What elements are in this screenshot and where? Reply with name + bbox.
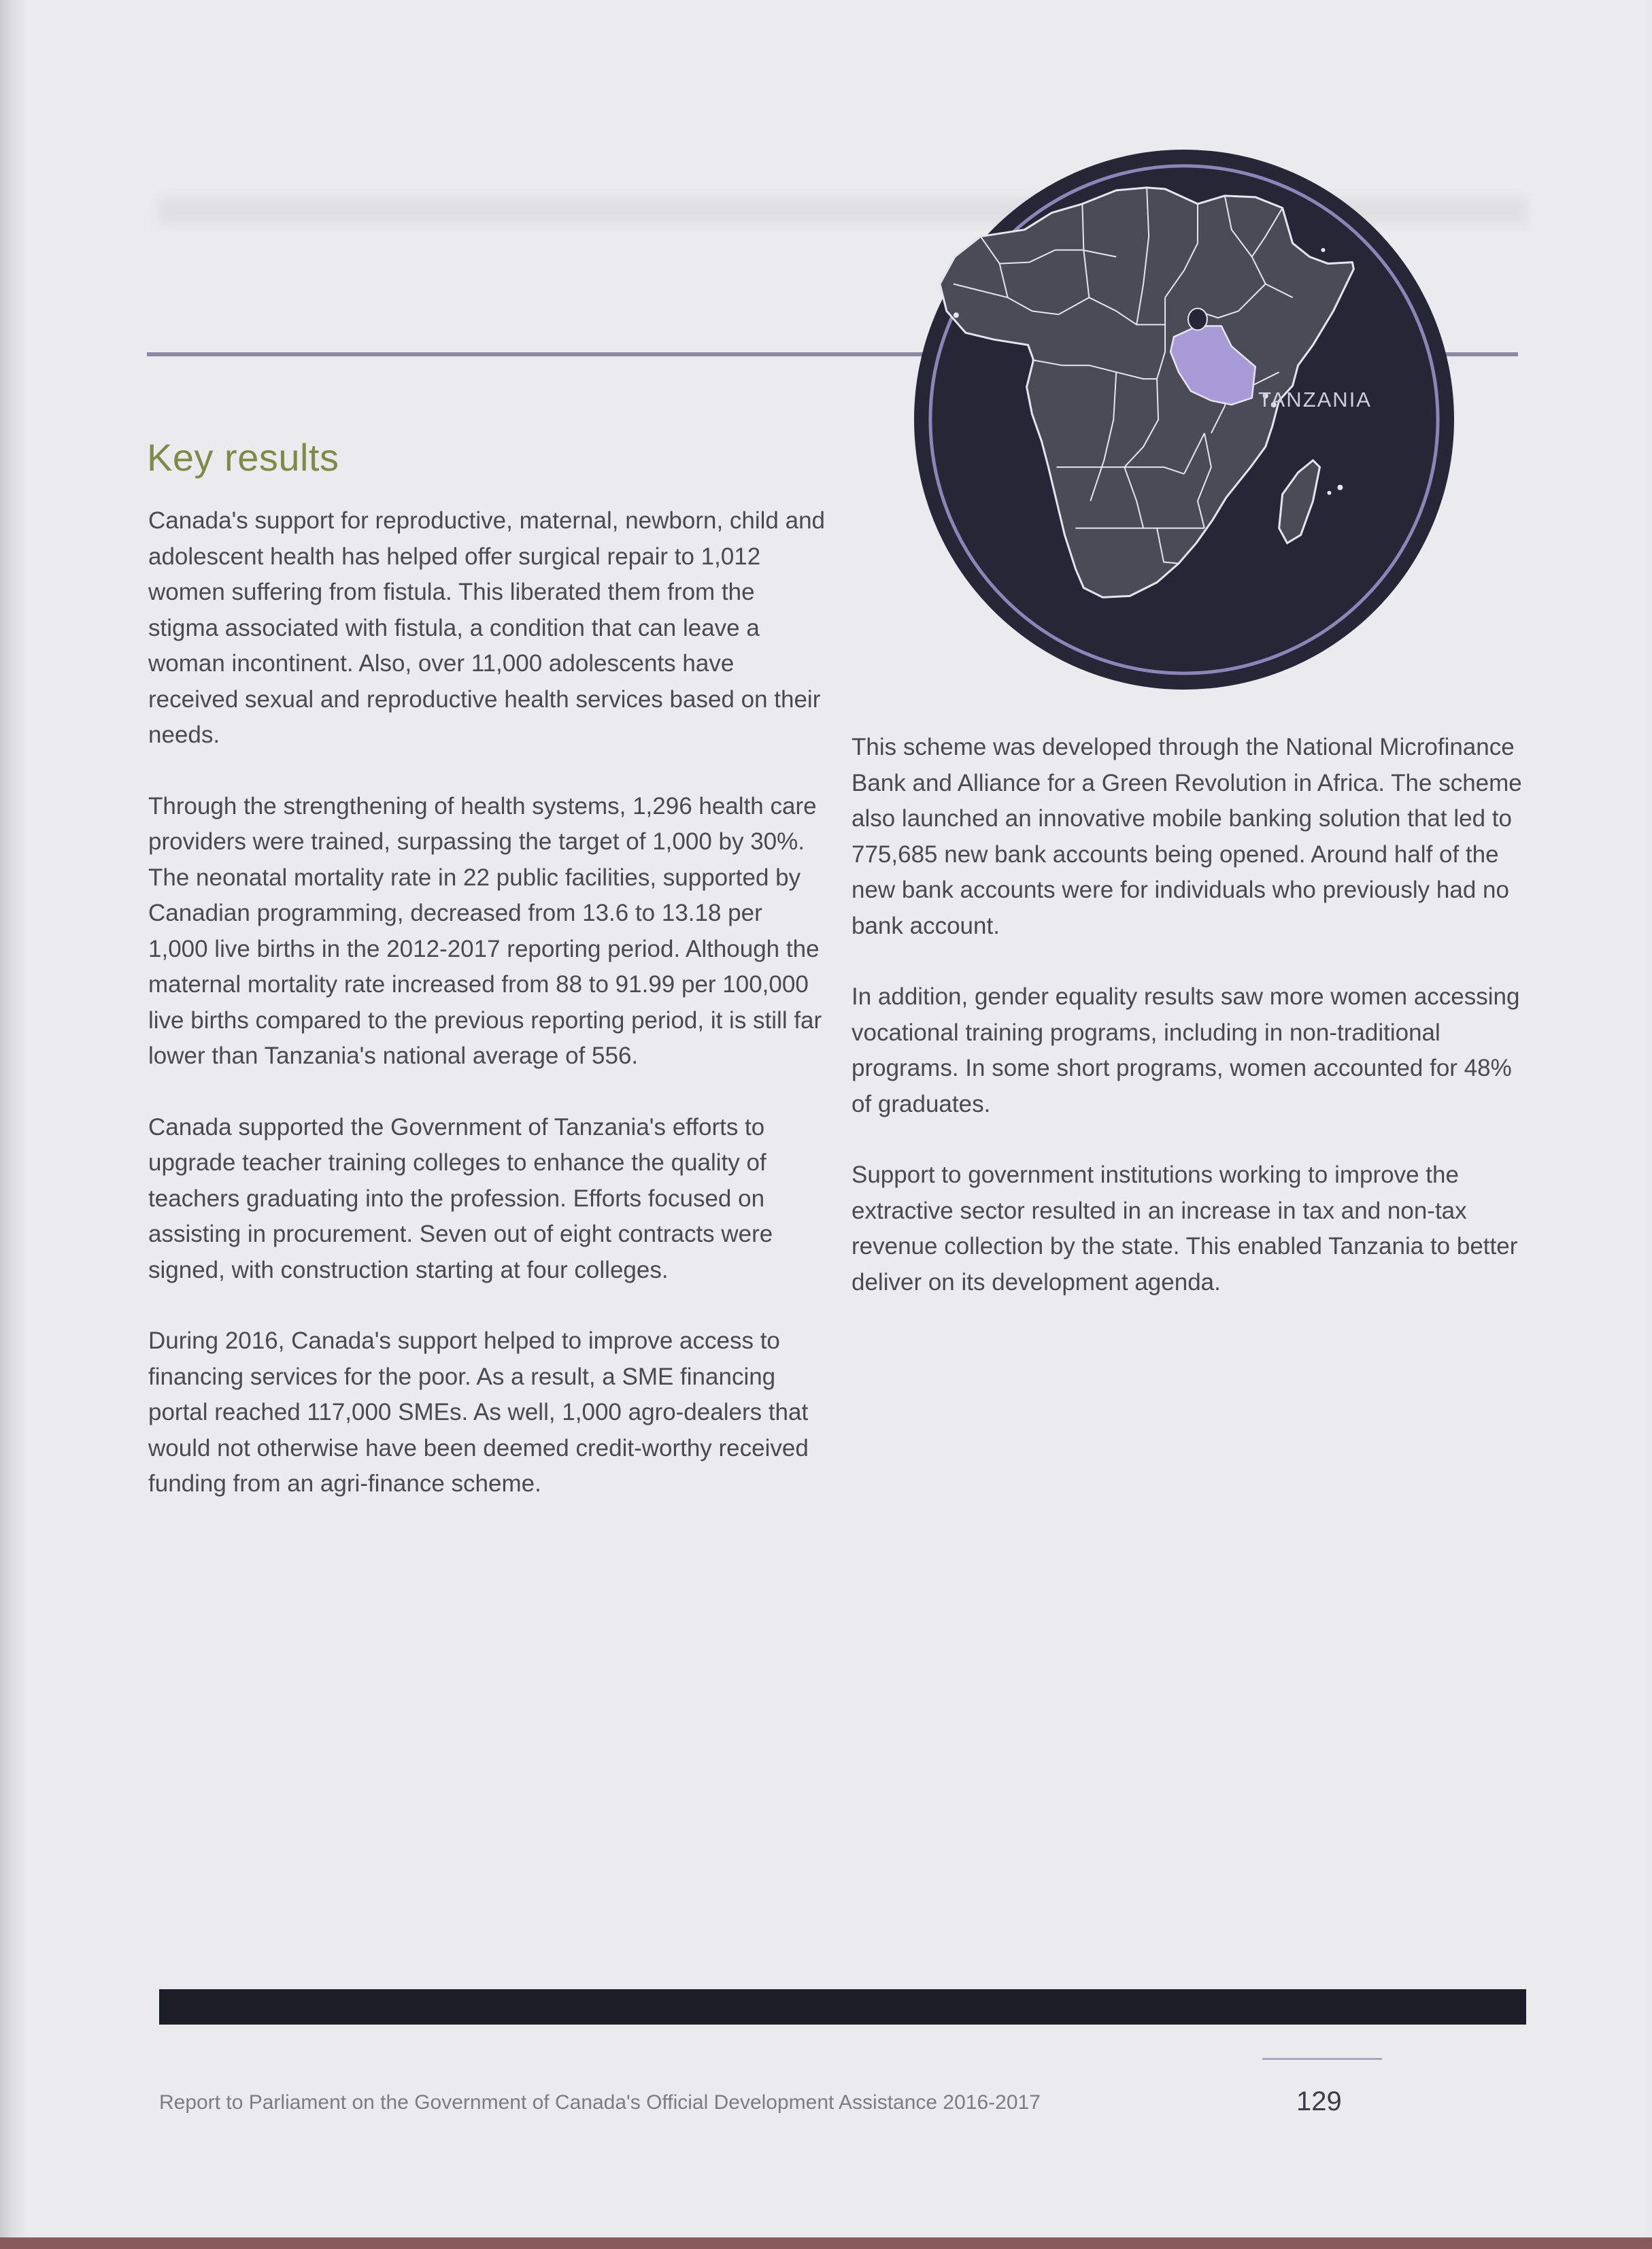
page-number-rule — [1262, 2058, 1382, 2060]
right-column — [852, 730, 1525, 1336]
report-title: Report to Parliament on the Government of Canada's Official Development Assistance 2016-2017 — [159, 2091, 1041, 2114]
africa-map-icon — [913, 148, 1455, 691]
paragraph: In addition, gender equality results saw more women accessing vocational training programs, including in non-traditional programs. In some short programs, women accounted for 48% of graduates. — [852, 983, 1520, 1117]
page-number: 129 — [1296, 2086, 1342, 2116]
section-heading: Key results — [147, 436, 339, 479]
paragraph: Support to government institutions working to improve the extractive sector resulted in an increase in tax and non-tax revenue collection by the state. This enabled Tanzania to better deliver on its development agenda. — [852, 1162, 1518, 1296]
page-bottom-edge — [0, 2237, 1652, 2249]
paragraph: Through the strengthening of health systems, 1,296 health care providers were trained, surpassing the target of 1,000 by 30%. The neonatal mortality rate in 22 public facilities, supported by Canadian programming, decreased from 13.6 to 13.18 per 1,000 live births in the 2012-2017 reporting period. Although the maternal mortality rate increased from 88 to 91.99 per 100,000 live births compared to the previous reporting period, it is still far lower than Tanzania's national average of 556. — [148, 792, 822, 1069]
left-column — [148, 503, 828, 1538]
footer-bar — [159, 1989, 1526, 2025]
map-label: TANZANIA — [1258, 388, 1372, 411]
book-spine-shadow — [0, 0, 27, 2249]
paragraph: During 2016, Canada's support helped to improve access to financing services for the poor. As a result, a SME financing portal reached 117,000 SMEs. As well, 1,000 agro-dealers that would not otherwise have been deemed credit-worthy received funding from an agri-finance scheme. — [148, 1328, 809, 1497]
paragraph: Canada supported the Government of Tanzania's efforts to upgrade teacher training colleges to enhance the quality of teachers graduating into the profession. Efforts focused on assisting in procurement. Seven out of eight contracts were signed, with construction starting at four colleges. — [148, 1113, 773, 1283]
paragraph: Canada's support for reproductive, maternal, newborn, child and adolescent health has helped offer surgical repair to 1,012 women suffering from fistula. This liberated them from the stigma associated with fistula, a condition that can leave a woman incontinent. Also, over 11,000 adolescents have received sexual and reproductive health services based on their needs. — [148, 507, 826, 748]
paragraph: This scheme was developed through the National Microfinance Bank and Alliance for a Green Revolution in Africa. The scheme also launched an innovative mobile banking solution that led to 775,685 new bank accounts being opened. Around half of the new bank accounts were for individuals who previously had no bank account. — [852, 734, 1522, 939]
